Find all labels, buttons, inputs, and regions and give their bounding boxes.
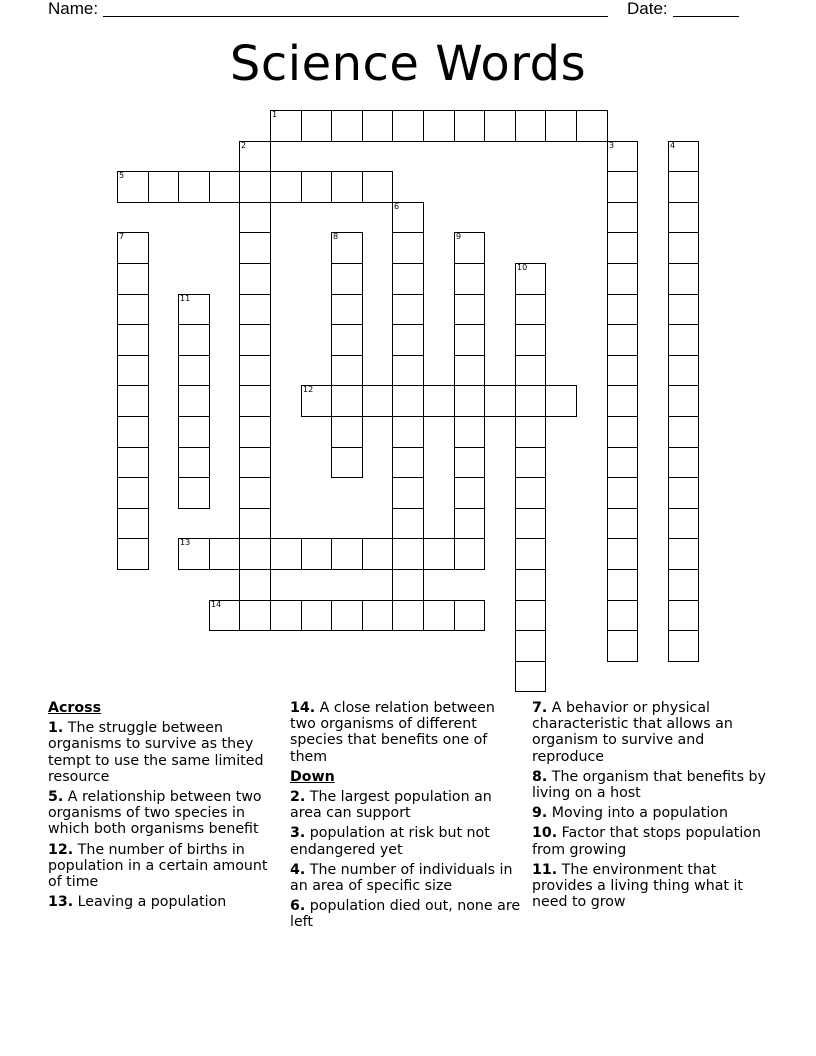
cell-number: 13 [180, 538, 191, 547]
grid-cell[interactable] [454, 294, 485, 325]
grid-cell[interactable] [515, 263, 546, 295]
clue-across-1: 1. The struggle between organisms to survive as they tempt to use the same limited resource [48, 720, 264, 785]
cell-number: 10 [517, 263, 528, 272]
grid-cell[interactable] [392, 202, 424, 233]
grid-cell[interactable] [392, 110, 424, 142]
grid-cell[interactable] [239, 232, 271, 264]
cell-number: 4 [670, 141, 676, 150]
grid-cell[interactable] [239, 477, 271, 509]
cell-number: 2 [241, 141, 247, 150]
grid-cell[interactable] [423, 538, 455, 570]
grid-cell[interactable] [331, 416, 363, 448]
grid-cell[interactable] [515, 569, 546, 601]
grid-cell[interactable] [270, 538, 302, 570]
grid-cell[interactable] [392, 447, 424, 478]
grid-cell[interactable] [270, 171, 302, 203]
grid-cell[interactable] [607, 447, 638, 478]
grid-cell[interactable] [668, 324, 699, 356]
grid-cell[interactable] [668, 232, 699, 264]
cell-number: 14 [211, 600, 222, 609]
cell-number: 1 [272, 110, 278, 119]
grid-cell[interactable] [117, 416, 149, 448]
cell-number: 11 [180, 294, 191, 303]
grid-cell[interactable] [331, 294, 363, 325]
clue-down-8: 8. The organism that benefits by living on a host [532, 768, 766, 802]
grid-cell[interactable] [454, 110, 485, 142]
grid-cell[interactable] [117, 447, 149, 478]
grid-cell[interactable] [515, 324, 546, 356]
grid-cell[interactable] [484, 385, 516, 417]
grid-cell[interactable] [239, 538, 271, 570]
grid-cell[interactable] [178, 447, 210, 478]
grid-cell[interactable] [239, 508, 271, 539]
grid-cell[interactable] [454, 355, 485, 386]
grid-cell[interactable] [668, 263, 699, 295]
grid-cell[interactable] [423, 385, 455, 417]
grid-cell[interactable] [178, 538, 210, 570]
grid-cell[interactable] [239, 324, 271, 356]
grid-cell[interactable] [607, 477, 638, 509]
grid-cell[interactable] [178, 355, 210, 386]
grid-cell[interactable] [607, 294, 638, 325]
grid-cell[interactable] [301, 110, 332, 142]
grid-cell[interactable] [239, 447, 271, 478]
grid-cell[interactable] [607, 232, 638, 264]
grid-cell[interactable] [239, 355, 271, 386]
grid-cell[interactable] [117, 355, 149, 386]
grid-cell[interactable] [331, 600, 363, 631]
grid-cell[interactable] [301, 171, 332, 203]
grid-cell[interactable] [392, 508, 424, 539]
grid-cell[interactable] [392, 600, 424, 631]
grid-cell[interactable] [331, 385, 363, 417]
clue-down-7: 7. A behavior or physical characteristic that allows an organism to survive and reproduce [532, 700, 733, 765]
grid-cell[interactable] [607, 202, 638, 233]
grid-cell[interactable] [178, 294, 210, 325]
grid-cell[interactable] [392, 324, 424, 356]
grid-cell[interactable] [668, 569, 699, 601]
grid-cell[interactable] [607, 263, 638, 295]
grid-cell[interactable] [484, 110, 516, 142]
grid-cell[interactable] [454, 508, 485, 539]
grid-cell[interactable] [607, 355, 638, 386]
grid-cell[interactable] [178, 477, 210, 509]
grid-cell[interactable] [607, 141, 638, 172]
grid-cell[interactable] [392, 569, 424, 601]
grid-cell[interactable] [331, 355, 363, 386]
grid-cell[interactable] [331, 263, 363, 295]
grid-cell[interactable] [239, 294, 271, 325]
grid-cell[interactable] [423, 110, 455, 142]
grid-cell[interactable] [668, 294, 699, 325]
grid-cell[interactable] [117, 171, 149, 203]
clue-down-9: 9. Moving into a population [532, 805, 728, 822]
grid-cell[interactable] [117, 538, 149, 570]
grid-cell[interactable] [117, 324, 149, 356]
page-title: Science Words [229, 36, 587, 92]
grid-cell[interactable] [331, 171, 363, 203]
grid-cell[interactable] [454, 600, 485, 631]
clue-across-5: 5. A relationship between two organisms of two species in which both organisms benefit [48, 789, 262, 838]
grid-cell[interactable] [331, 538, 363, 570]
grid-cell[interactable] [392, 385, 424, 417]
grid-cell[interactable] [270, 600, 302, 631]
grid-cell[interactable] [515, 385, 546, 417]
cell-number: 3 [609, 141, 615, 150]
grid-cell[interactable] [515, 294, 546, 325]
grid-cell[interactable] [454, 232, 485, 264]
down-heading: Down [290, 768, 335, 785]
grid-cell[interactable] [331, 232, 363, 264]
grid-cell[interactable] [607, 508, 638, 539]
grid-cell[interactable] [178, 385, 210, 417]
grid-cell[interactable] [454, 263, 485, 295]
grid-cell[interactable] [515, 110, 546, 142]
grid-cell[interactable] [668, 630, 699, 662]
grid-cell[interactable] [392, 355, 424, 386]
grid-cell[interactable] [362, 600, 393, 631]
grid-cell[interactable] [515, 508, 546, 539]
grid-cell[interactable] [607, 171, 638, 203]
grid-cell[interactable] [576, 110, 608, 142]
clue-column-2 [290, 700, 522, 935]
grid-cell[interactable] [515, 416, 546, 448]
grid-cell[interactable] [148, 171, 179, 203]
grid-cell[interactable] [545, 385, 577, 417]
grid-cell[interactable] [454, 416, 485, 448]
grid-cell[interactable] [607, 324, 638, 356]
grid-cell[interactable] [117, 263, 149, 295]
grid-cell[interactable] [331, 447, 363, 478]
grid-cell[interactable] [454, 385, 485, 417]
grid-cell[interactable] [668, 171, 699, 203]
grid-cell[interactable] [239, 202, 271, 233]
clue-across-14: 14. A close relation between two organisms of different species that benefits one of them [290, 700, 495, 765]
grid-cell[interactable] [331, 324, 363, 356]
grid-cell[interactable] [607, 630, 638, 662]
grid-cell[interactable] [668, 141, 699, 172]
grid-cell[interactable] [545, 110, 577, 142]
grid-cell[interactable] [117, 232, 149, 264]
grid-cell[interactable] [607, 385, 638, 417]
grid-cell[interactable] [178, 324, 210, 356]
grid-cell[interactable] [362, 110, 393, 142]
grid-cell[interactable] [423, 600, 455, 631]
clue-column-1 [48, 700, 280, 914]
date-label: Date: [627, 0, 668, 18]
grid-cell[interactable] [454, 538, 485, 570]
grid-cell[interactable] [239, 385, 271, 417]
grid-cell[interactable] [239, 141, 271, 172]
cell-number: 5 [119, 171, 125, 180]
grid-cell[interactable] [239, 600, 271, 631]
grid-cell[interactable] [301, 385, 332, 417]
grid-cell[interactable] [668, 447, 699, 478]
grid-cell[interactable] [301, 600, 332, 631]
clue-across-13: 13. Leaving a population [48, 894, 227, 911]
grid-cell[interactable] [270, 110, 302, 142]
grid-cell[interactable] [515, 447, 546, 478]
grid-cell[interactable] [362, 538, 393, 570]
grid-cell[interactable] [392, 416, 424, 448]
grid-cell[interactable] [392, 477, 424, 509]
clue-down-3: 3. population at risk but not endangered yet [290, 825, 490, 858]
cell-number: 7 [119, 232, 125, 241]
grid-cell[interactable] [178, 416, 210, 448]
cell-number: 8 [333, 232, 339, 241]
cell-number: 9 [456, 232, 462, 241]
grid-cell[interactable] [392, 294, 424, 325]
clue-down-6: 6. population died out, none are left [290, 898, 521, 931]
grid-cell[interactable] [515, 355, 546, 386]
grid-cell[interactable] [668, 416, 699, 448]
grid-cell[interactable] [515, 661, 546, 692]
grid-cell[interactable] [117, 508, 149, 539]
grid-cell[interactable] [331, 110, 363, 142]
grid-cell[interactable] [209, 171, 240, 203]
grid-cell[interactable] [239, 569, 271, 601]
grid-cell[interactable] [607, 569, 638, 601]
grid-cell[interactable] [668, 600, 699, 631]
grid-cell[interactable] [668, 385, 699, 417]
grid-cell[interactable] [607, 538, 638, 570]
grid-cell[interactable] [668, 477, 699, 509]
grid-cell[interactable] [392, 538, 424, 570]
grid-cell[interactable] [117, 385, 149, 417]
clue-down-2: 2. The largest population an area can support [290, 789, 492, 822]
cell-number: 6 [394, 202, 400, 211]
grid-cell[interactable] [239, 171, 271, 203]
grid-cell[interactable] [607, 416, 638, 448]
clue-column-3 [532, 700, 768, 914]
clue-down-4: 4. The number of individuals in an area of specific size [290, 861, 513, 895]
grid-cell[interactable] [209, 600, 240, 631]
clue-across-12: 12. The number of births in population in a certain amount of time [48, 841, 268, 891]
grid-cell[interactable] [301, 538, 332, 570]
grid-cell[interactable] [392, 232, 424, 264]
grid-cell[interactable] [515, 477, 546, 509]
grid-cell[interactable] [362, 171, 393, 203]
grid-cell[interactable] [209, 538, 240, 570]
name-label: Name: [48, 0, 99, 18]
grid-cell[interactable] [362, 385, 393, 417]
grid-cell[interactable] [515, 600, 546, 631]
grid-cell[interactable] [607, 600, 638, 631]
grid-cell[interactable] [239, 416, 271, 448]
grid-cell[interactable] [668, 538, 699, 570]
grid-cell[interactable] [117, 477, 149, 509]
grid-cell[interactable] [515, 630, 546, 662]
grid-cell[interactable] [454, 324, 485, 356]
clue-down-10: 10. Factor that stops population from growing [532, 825, 761, 858]
across-heading: Across [48, 700, 102, 716]
grid-cell[interactable] [178, 171, 210, 203]
grid-cell[interactable] [668, 355, 699, 386]
cell-number: 12 [303, 385, 314, 394]
clue-down-11: 11. The environment that provides a living thing what it need to grow [532, 861, 743, 911]
grid-cell[interactable] [515, 538, 546, 570]
grid-cell[interactable] [454, 477, 485, 509]
grid-cell[interactable] [668, 202, 699, 233]
grid-cell[interactable] [239, 263, 271, 295]
grid-cell[interactable] [454, 447, 485, 478]
grid-cell[interactable] [668, 508, 699, 539]
grid-cell[interactable] [117, 294, 149, 325]
grid-cell[interactable] [392, 263, 424, 295]
